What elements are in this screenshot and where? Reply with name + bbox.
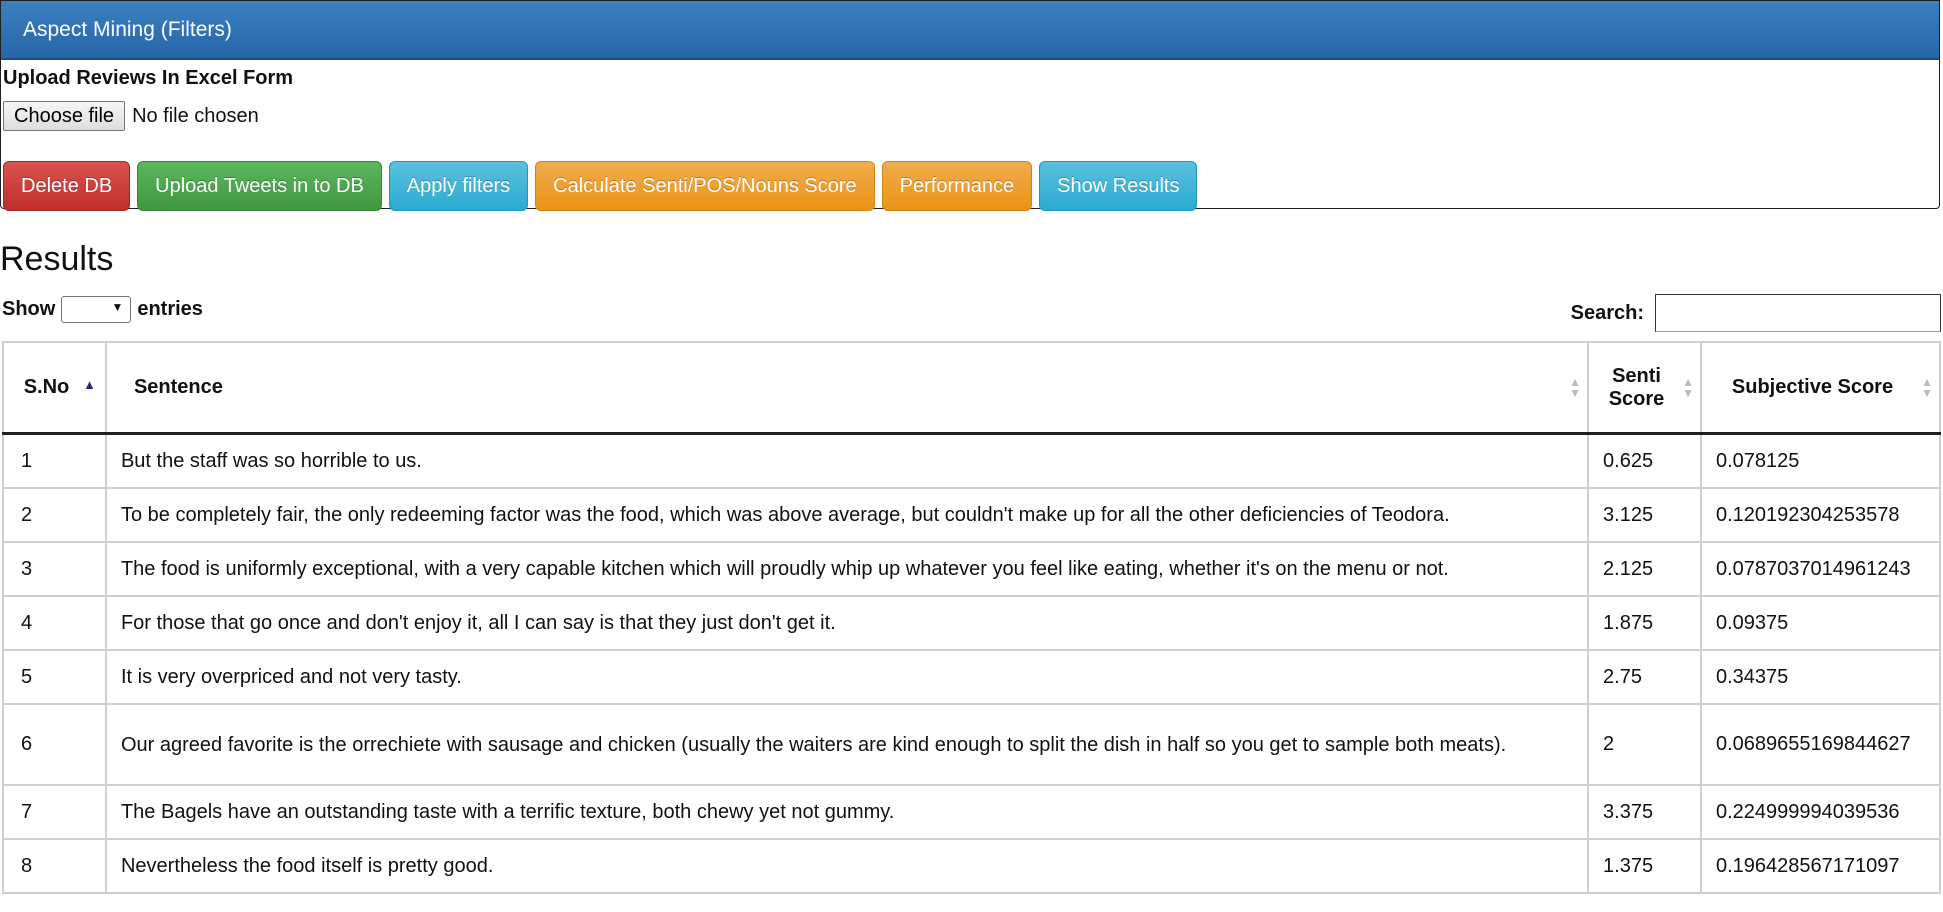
cell-sentence: To be completely fair, the only redeeming factor was the food, which was above average, but couldn't make up for all the other deficiencies of Teodora. (106, 488, 1588, 542)
cell-senti-score: 1.875 (1588, 596, 1701, 650)
cell-sno: 2 (3, 488, 106, 542)
table-row (3, 596, 1940, 650)
cell-senti-score: 3.375 (1588, 785, 1701, 839)
file-status: No file chosen (132, 104, 259, 127)
search-label: Search: (1570, 301, 1644, 324)
sort-both-icon: ▲ ▼ (1682, 374, 1694, 400)
cell-sno: 4 (3, 596, 106, 650)
calculate-scores-button[interactable]: Calculate Senti/POS/Nouns Score (535, 161, 875, 211)
cell-sentence: The food is uniformly exceptional, with a very capable kitchen which will proudly whip up whatever you feel like eating, whether it's on the menu or not. (106, 542, 1588, 596)
table-row (3, 650, 1940, 704)
cell-sno: 6 (3, 704, 106, 785)
cell-sentence: The Bagels have an outstanding taste with a terrific texture, both chewy yet not gummy. (106, 785, 1588, 839)
table-search (1571, 294, 1941, 332)
cell-sentence: It is very overpriced and not very tasty. (106, 650, 1588, 704)
search-input[interactable] (1655, 294, 1941, 332)
column-header-senti-score[interactable] (1588, 342, 1701, 434)
show-results-button[interactable]: Show Results (1039, 161, 1197, 211)
sort-both-icon: ▲ ▼ (1921, 374, 1933, 400)
show-label: Show (2, 298, 56, 320)
column-header-senti-label-line1: Senti (1612, 364, 1661, 387)
choose-file-button[interactable]: Choose file (3, 101, 125, 131)
table-row (3, 704, 1940, 785)
column-header-sentence[interactable] (106, 342, 1588, 434)
cell-subjective-score: 0.34375 (1701, 650, 1940, 704)
table-row (3, 488, 1940, 542)
cell-sno: 5 (3, 650, 106, 704)
delete-db-button[interactable]: Delete DB (3, 161, 130, 211)
entries-select[interactable] (61, 296, 131, 323)
action-buttons (3, 161, 1204, 211)
upload-label: Upload Reviews In Excel Form (3, 67, 294, 89)
column-header-subjective-label: Subjective Score (1731, 376, 1894, 398)
table-row (3, 839, 1940, 893)
column-header-subjective-score[interactable] (1701, 342, 1940, 434)
cell-senti-score: 1.375 (1588, 839, 1701, 893)
results-table (2, 341, 1941, 894)
cell-subjective-score: 0.0689655169844627 (1701, 704, 1940, 785)
table-header-row (3, 342, 1940, 434)
file-input[interactable] (3, 101, 259, 131)
cell-sno: 8 (3, 839, 106, 893)
cell-senti-score: 0.625 (1588, 434, 1701, 489)
cell-sno: 7 (3, 785, 106, 839)
sort-ascending-icon: ▲ (83, 377, 96, 392)
column-header-sentence-label: Sentence (133, 376, 223, 398)
cell-sentence: For those that go once and don't enjoy it, all I can say is that they just don't get it. (106, 596, 1588, 650)
cell-subjective-score: 0.09375 (1701, 596, 1940, 650)
cell-sentence: Nevertheless the food itself is pretty good. (106, 839, 1588, 893)
chevron-down-icon: ▼ (111, 300, 124, 314)
sort-both-icon: ▲ ▼ (1569, 374, 1582, 400)
cell-subjective-score: 0.0787037014961243 (1701, 542, 1940, 596)
upload-tweets-button[interactable]: Upload Tweets in to DB (137, 161, 382, 211)
entries-length-control (2, 296, 203, 323)
cell-sentence: But the staff was so horrible to us. (106, 434, 1588, 489)
table-row (3, 542, 1940, 596)
cell-sno: 1 (3, 434, 106, 489)
cell-sentence: Our agreed favorite is the orrechiete with sausage and chicken (usually the waiters are kind enough to split the dish in half so you get to sample both meats). (106, 704, 1588, 785)
aspect-mining-panel (0, 0, 1940, 209)
column-header-senti-label-line2: Score (1608, 387, 1665, 410)
cell-senti-score: 2.75 (1588, 650, 1701, 704)
table-row (3, 434, 1940, 489)
cell-subjective-score: 0.120192304253578 (1701, 488, 1940, 542)
cell-sno: 3 (3, 542, 106, 596)
panel-title: Aspect Mining (Filters) (1, 1, 1939, 60)
performance-button[interactable]: Performance (882, 161, 1033, 211)
cell-senti-score: 3.125 (1588, 488, 1701, 542)
cell-senti-score: 2 (1588, 704, 1701, 785)
table-row (3, 785, 1940, 839)
cell-subjective-score: 0.196428567171097 (1701, 839, 1940, 893)
results-heading: Results (0, 240, 114, 278)
column-header-sno-label: S.No (23, 376, 70, 398)
cell-senti-score: 2.125 (1588, 542, 1701, 596)
apply-filters-button[interactable]: Apply filters (389, 161, 528, 211)
cell-subjective-score: 0.224999994039536 (1701, 785, 1940, 839)
entries-label: entries (137, 298, 203, 320)
column-header-sno[interactable] (3, 342, 106, 434)
cell-subjective-score: 0.078125 (1701, 434, 1940, 489)
